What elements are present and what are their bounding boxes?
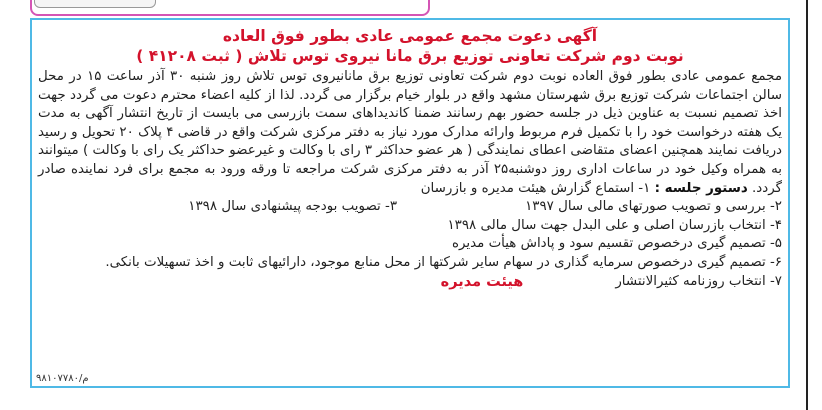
agenda-spacer bbox=[397, 198, 525, 217]
agenda-row-2-3 bbox=[38, 198, 782, 217]
notice-title: آگهی دعوت مجمع عمومی عادی بطور فوق العاده bbox=[222, 27, 598, 45]
agenda-label: دستور جلسه : bbox=[654, 180, 748, 196]
notice-content bbox=[38, 26, 782, 382]
notice-code: م/۹۸۱۰۷۷۸۰ bbox=[36, 373, 89, 384]
notice-subtitle: نوبت دوم شرکت تعاونی توزیع برق مانا نیروی توس تلاش ( ثبت ۴۱۲۰۸ ) bbox=[136, 47, 684, 65]
previous-notice-inner-box bbox=[34, 0, 156, 8]
notice-footer bbox=[38, 273, 782, 292]
agenda-item-6: ۶- تصمیم گیری درخصوص سرمایه گذاری در سهام سایر شرکتها از محل منابع موجود، دارائیهای ثابت و اخذ تسهیلات بانکی. bbox=[105, 254, 782, 270]
notice-signer: هیئت مدیره bbox=[440, 273, 524, 290]
agenda-item-4: ۴- انتخاب بازرسان اصلی و علی البدل جهت سال مالی ۱۳۹۸ bbox=[447, 217, 782, 233]
agenda-item-3: ۳- تصویب بودجه پیشنهادی سال ۱۳۹۸ bbox=[188, 199, 398, 215]
agenda-item-1: ۱- استماع گزارش هیئت مدیره و بازرسان bbox=[420, 180, 651, 196]
agenda-item-7: ۷- انتخاب روزنامه کثیرالانتشار bbox=[615, 273, 782, 289]
agenda-item-2: ۲- بررسی و تصویب صورتهای مالی سال ۱۳۹۷ bbox=[525, 199, 782, 215]
notice-frame bbox=[30, 18, 790, 388]
notice-body bbox=[38, 68, 782, 198]
column-divider bbox=[806, 0, 808, 410]
agenda-item-5: ۵- تصمیم گیری درخصوص تقسیم سود و پاداش هیأت مدیره bbox=[451, 236, 782, 252]
notice-body-text: مجمع عمومی عادی بطور فوق العاده نوبت دوم شرکت تعاونی توزیع برق مانانیروی توس تلاش روز شنبه ۳۰ آذر ساعت ۱۵ در محل سالن اجتماعات شرکت توزیع برق شهرستان مشهد واقع در بلوار خیام برگزار می گردد. لذا از کلیه اعضاء محترم دعوت می گردد جهت اخذ تصمیم نسبت به عناوین ذیل در جلسه حضور بهم رسانند ضمنا کاندیداهای سمت بازرسی می بایست از تاریخ انتشار آگهی به مدت یک هفته درخواست خود را با تکمیل فرم مربوط وارائه مدارک مورد نیاز به دفتر مرکزی شرکت واقع در قاضی ۴ پلاک ۲۰ تحویل و رسید دریافت نمایند همچنین اعضای متقاضی اعطای نمایندگی ( هر عضو حداکثر ۳ رای با وکالت و غیرعضو حداکثر یک رای با وکالت ) میتوانند به همراه وکیل خود در ساعات اداری روز دوشنبه۲۵ آذر به دفتر مرکزی شرکت مراجعه تا ورقه ورود به مجمع برای فرد نماینده صادر گردد. bbox=[38, 69, 782, 196]
